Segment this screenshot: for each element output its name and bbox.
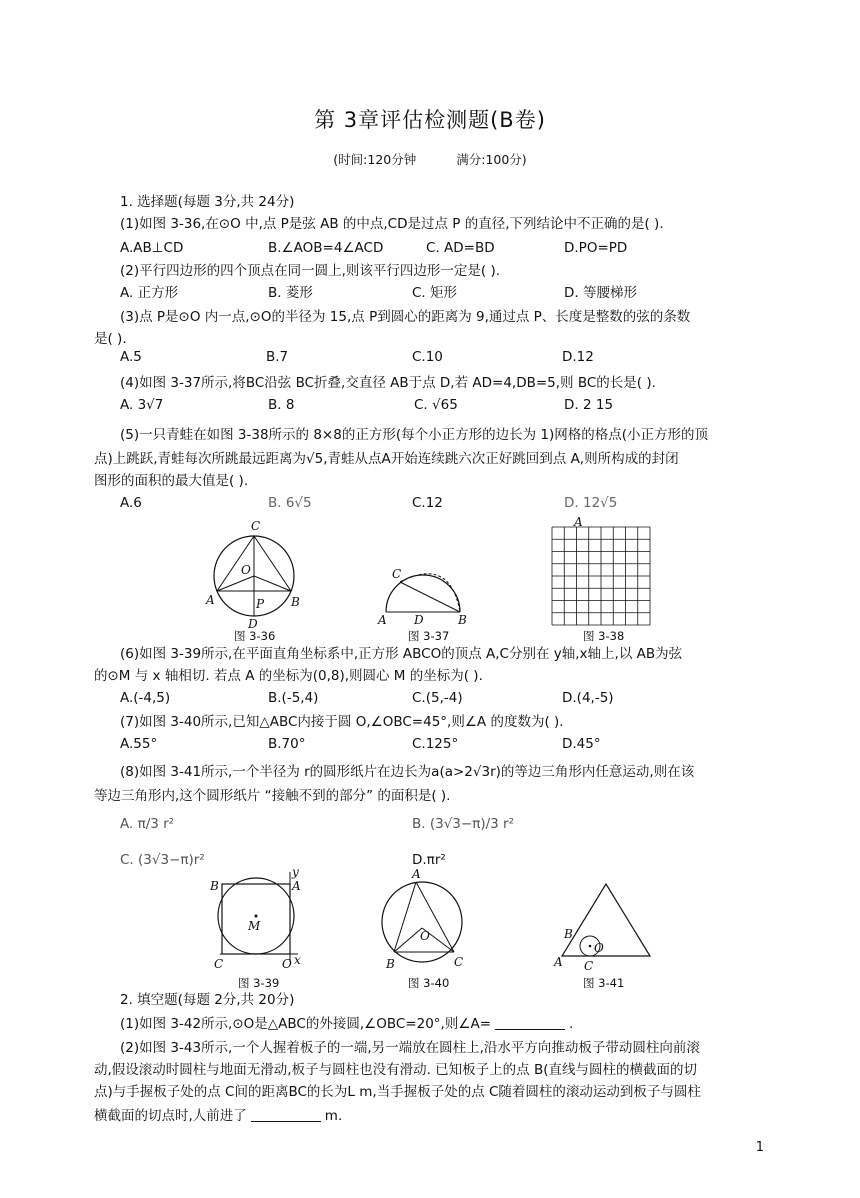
fig39-label-m: M (248, 919, 261, 933)
q1-option-b: B.∠AOB=4∠ACD (268, 240, 384, 256)
q4-option-a: A. 3√7 (120, 397, 164, 413)
q6-text-line1: (6)如图 3-39所示,在平面直角坐标系中,正方形 ABCO的顶点 A,C分别在 y轴,x轴上,以 AB为弦 (120, 646, 683, 662)
fig37-label-d: D (414, 613, 424, 627)
section2-heading: 2. 填空题(每题 2分,共 20分) (120, 992, 295, 1008)
fill-q2-line3: 点)与手握板子处的点 C间的距离BC的长为L m,当手握板子处的点 C随着圆柱的滚动运动到板子与圆柱 (94, 1084, 701, 1100)
fig39-label-o: O (282, 957, 292, 971)
fig38-caption: 图 3-38 (583, 629, 625, 643)
q2-text: (2)平行四边形的四个顶点在同一圆上,则该平行四边形一定是( ). (120, 263, 501, 279)
fill-q2-line4 (94, 1106, 342, 1126)
fig39-label-b: B (210, 879, 219, 893)
fig37-caption: 图 3-37 (408, 629, 450, 643)
fig40-ab (394, 882, 416, 952)
q8-option-a: A. π/3 r² (120, 816, 175, 832)
fill-q2-line1: (2)如图 3-43所示,一个人握着板子的一端,另一端放在圆柱上,沿水平方向推动板子带动圆柱向前滚 (120, 1040, 700, 1056)
q8-option-c: C. (3√3−π)r² (120, 852, 205, 868)
fig36-label-a: A (206, 593, 215, 607)
q7-text: (7)如图 3-40所示,已知△ABC内接于圆 O,∠OBC=45°,则∠A 的度数为( ). (120, 714, 564, 730)
q1-option-d: D.PO=PD (564, 240, 628, 256)
fill-q1-answer-blank[interactable] (495, 1015, 565, 1030)
fig36-label-p: P (256, 597, 265, 611)
fig40-label-a: A (412, 867, 421, 881)
fill-q2-text: 横截面的切点时,人前进了 (94, 1108, 247, 1124)
fig39-label-y: y (292, 865, 299, 879)
fig36-label-d: D (248, 617, 258, 631)
q5-option-a: A.6 (120, 495, 142, 511)
figure-3-36 (200, 518, 310, 631)
fig36-caption: 图 3-36 (234, 629, 276, 643)
figure-3-37 (378, 560, 488, 627)
q7-option-a: A.55° (120, 736, 158, 752)
fig37-label-b: B (458, 613, 467, 627)
fig37-label-a: A (378, 613, 387, 627)
q2-option-a: A. 正方形 (120, 285, 179, 301)
fill-q1-end: . (569, 1016, 574, 1032)
fill-q1 (120, 1014, 573, 1034)
q6-option-c: C.(5,-4) (412, 690, 463, 706)
q7-option-c: C.125° (412, 736, 459, 752)
fig37-label-c: C (392, 567, 402, 581)
section1-heading: 1. 选择题(每题 3分,共 24分) (120, 194, 295, 210)
page-number: 1 (755, 1140, 764, 1155)
q6-option-b: B.(-5,4) (268, 690, 319, 706)
fig39-label-a: A (292, 879, 301, 893)
q7-option-b: B.70° (268, 736, 306, 752)
fig41-caption: 图 3-41 (583, 976, 625, 990)
figure-3-38 (552, 515, 652, 627)
q1-option-a: A.AB⊥CD (120, 240, 184, 256)
page-title: 第 3章评估检测题(B卷) (314, 108, 546, 132)
q8-option-b: B. (3√3−π)/3 r² (412, 816, 514, 832)
fig40-label-b: B (386, 957, 395, 971)
fig41-triangle (562, 884, 650, 956)
q5-text-line3: 图形的面积的最大值是( ). (94, 473, 249, 489)
q2-option-b: B. 菱形 (268, 285, 313, 301)
q5-text-line1: (5)一只青蛙在如图 3-38所示的 8×8的正方形(每个小正方形的边长为 1)网格的格点(小正方形的顶 (120, 427, 709, 443)
q8-text-line2: 等边三角形内,这个圆形纸片 “接触不到的部分” 的面积是( ). (94, 788, 451, 804)
full-score: 满分:100分) (456, 152, 527, 167)
q4-option-d: D. 2 15 (564, 397, 614, 413)
fig39-caption: 图 3-39 (238, 976, 280, 990)
q6-option-d: D.(4,-5) (562, 690, 614, 706)
q3-option-d: D.12 (562, 349, 594, 365)
fig40-caption: 图 3-40 (408, 976, 450, 990)
q1-option-c: C. AD=BD (426, 240, 495, 256)
q6-text-line2: 的⊙M 与 x 轴相切. 若点 A 的坐标为(0,8),则圆心 M 的坐标为( ). (94, 668, 483, 684)
q3-text-line2: 是( ). (94, 331, 127, 347)
q8-option-d: D.πr² (412, 852, 446, 868)
fig39-label-x: x (294, 953, 301, 967)
q3-option-c: C.10 (412, 349, 443, 365)
q3-text-line1: (3)点 P是⊙O 内一点,⊙O的半径为 15,点 P到圆心的距离为 9,通过点 P、长度是整数的弦的条数 (120, 309, 691, 325)
figure-3-39 (206, 865, 306, 971)
figure-3-40 (380, 867, 480, 971)
time-limit: (时间:120分钟 (333, 152, 417, 167)
fill-q2-answer-blank[interactable] (251, 1107, 321, 1122)
fig41-label-b: B (564, 927, 573, 941)
fig41-center (589, 945, 592, 948)
fig39-label-c: C (214, 957, 224, 971)
fig37-fold-arc (400, 574, 460, 612)
fig36-label-c: C (251, 519, 261, 533)
fig39-center-m (255, 915, 258, 918)
q3-option-a: A.5 (120, 349, 142, 365)
q5-text-line2: 点)上跳跃,青蛙每次所跳最远距离为√5,青蛙从点A开始连续跳六次正好跳回到点 A,则所构成的封闭 (94, 451, 679, 467)
q4-option-b: B. 8 (268, 397, 295, 413)
q1-text: (1)如图 3-36,在⊙O 中,点 P是弦 AB 的中点,CD是过点 P 的直径,下列结论中不正确的是( ). (120, 216, 664, 232)
q6-option-a: A.(-4,5) (120, 690, 171, 706)
q4-text: (4)如图 3-37所示,将BC沿弦 BC折叠,交直径 AB于点 D,若 AD=4,DB=5,则 BC的长是( ). (120, 375, 656, 391)
fig36-cb (254, 536, 291, 591)
q5-option-c: C.12 (412, 495, 443, 511)
fig40-label-c: C (454, 955, 464, 969)
q3-option-b: B.7 (266, 349, 289, 365)
fig40-label-o: O (420, 929, 430, 943)
fig38-label-a: A (574, 515, 583, 529)
fill-q1-text: (1)如图 3-42所示,⊙O是△ABC的外接圆,∠OBC=20°,则∠A= (120, 1016, 491, 1032)
q5-option-b: B. 6√5 (268, 495, 312, 511)
q5-option-d: D. 12√5 (564, 495, 618, 511)
fill-q2-end: m. (324, 1108, 343, 1124)
q4-option-c: C. √65 (414, 397, 458, 413)
fill-q2-line2: 动,假设滚动时圆柱与地面无滑动,板子与圆柱也没有滑动. 已知板子上的点 B(直线与圆柱的横截面的切 (94, 1062, 697, 1078)
fig41-label-c: C (584, 959, 594, 973)
q7-option-d: D.45° (562, 736, 601, 752)
fig36-label-b: B (291, 595, 300, 609)
fig41-label-o: O (594, 941, 604, 955)
figure-3-41 (552, 880, 652, 973)
q2-option-d: D. 等腰梯形 (564, 285, 637, 301)
exam-info (0, 150, 860, 168)
fig41-label-a: A (554, 955, 563, 969)
q8-text-line1: (8)如图 3-41所示,一个半径为 r的圆形纸片在边长为a(a>2√3r)的等边三角形内任意运动,则在该 (120, 764, 695, 780)
q2-option-c: C. 矩形 (412, 285, 458, 301)
fig36-label-o: O (241, 563, 251, 577)
